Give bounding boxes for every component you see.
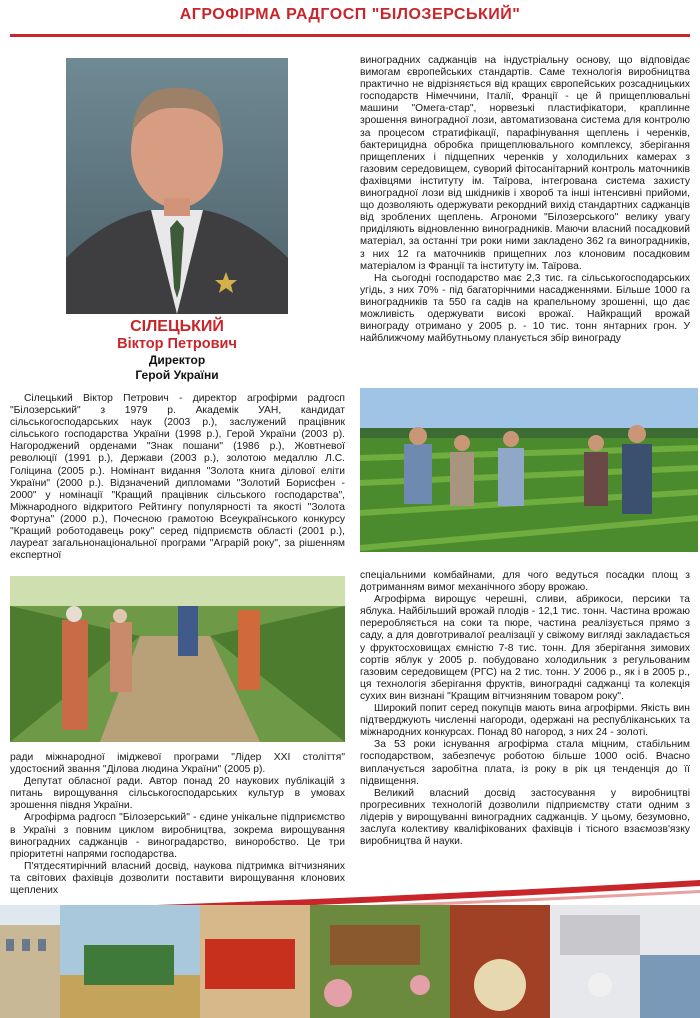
right-column-text-top: [360, 55, 690, 345]
director-portrait: [66, 58, 288, 314]
bottom-collage: [0, 905, 700, 1018]
director-name-block: [64, 318, 290, 383]
left-column-text-bottom: [10, 752, 345, 897]
right-column-text-bottom: [360, 570, 690, 848]
director-title: Герой України: [135, 368, 219, 382]
left-paragraph: П'ятдесятирічний власний досвід, наукова підтримка вітчизняних та світових фахівців дозволити поставити вирощування клонових щеплених: [10, 860, 345, 897]
title-rule: [10, 34, 690, 37]
vineyard-workers-photo: [10, 576, 345, 742]
left-paragraph: Агрофірма радгосп "Білозерський" - єдине унікальне підприємство в Україні з повним циклом виробництва, зокрема вирощування виноградних саджанців - виноградарство, виноробство. Це три пріоритетні напрями господарства.: [10, 812, 345, 860]
right-paragraph: Агрофірма вирощує черешні, сливи, абрикоси, персики та яблука. Найбільший врожай плодів - 12,1 тис. тонн. Частина врожаю переробляється на соки та пюре, частина реалізується прямо з саду, а для довготривалої реалізації у свіжому вигляді закладається у фруктосховищах ємністю 7-8 тис. тонн. Для зберігання зимових сортів яблук у 2005 р. побудовано холодильник з регульованим газовим середовищем (РГС) на 2 тис. тонн. У 2006 р., як і в 2005 р., ця технологія зберігання фруктів, виноградні саджанці та колекція сухих вин визнані "Кращим вітчизняним товаром року".: [360, 594, 690, 702]
right-paragraph: спеціальними комбайнами, для чого ведуться посадки площ з дотриманням вимог механічного збору врожаю.: [360, 570, 690, 594]
right-paragraph: На сьогодні господарство має 2,3 тис. га сільськогосподарських угідь, з них 70% - під багаторічними насадженнями. Більше 1000 га виноградників та 550 га садів на крапельному зрошенні, що дає можливість одержувати високі врожаї. Найкращий врожай винограду отримано у 2005 р. - 10 тис. тонн янтарних грон. У найближчому майбутньому планується збір винограду: [360, 272, 690, 345]
right-paragraph: виноградних саджанців на індустріальну основу, що відповідає вимогам європейських стандартів. Саме технологія виробництва практично не відрізняється від кращих європейських розсадницьких господарств Німеччини, Італії, Франції - це й прищеплювальні машини "Омега-стар", норвезькі пластифікатори, краплинне зрошення виноградної лози, автоматизована система для контролю за процесом стратифікації, парафінування щеплень і черенків, бактерицидна обробка прищеплювального комплексу, зберігання прищеплених і підщепних черенків у холодильних камерах з газовим середовищем, суворий фітосанітарний контроль маточників фахівцями інституту ім. Таїрова, інтегрована система захисту виноградної лози від шкідників і хвороб та інші інтенсивні прийоми, що дозволяють одержувати рекордний вихід стандартних саджанців від зроблених щеплень. Агрономи "Білозерського" велику увагу приділяють відновленню виноградників. Маючи власний посадковий матеріал, за останні три роки ними закладено 362 га виноградників, з них 12 га маточників прищепних лоз клоновим посадковим матеріалом із Франції та інституту ім. Таїрова.: [360, 55, 690, 272]
vineyard-group-photo: [360, 388, 698, 552]
bio-paragraph: Сілецький Віктор Петрович - директор агрофірми радгосп "Білозерський" з 1979 р. Академік УАН, кандидат сільськогосподарських наук (2003 р.), заслужений працівник сільського господарства України (1998 р.), Герой України (2003 р). Нагороджений орденами "Знак пошани" (1986 р.), Жовтневої революції (1991 р.), Держави (2003 р.), золотою медаллю Л.С. Голіцина (2005 р.). Номінант видання "Золота книга ділової еліти України" (2000 р.). Відзначений дипломами "Золотий Борисфен - 2000" у номінації "Кращий працівник сільського господарства", Міжнародного відкритого Рейтингу популярності та якості "Золота Фортуна" (2000 р.), Почесною грамотою Всеукраїнського конкурсу "Кращий роботодавець року" серед підприємств області (2001 р.), лауреат загальнонаціональної програми "Аграрій року", за рішенням експертної: [10, 393, 345, 562]
right-paragraph: Широкий попит серед покупців мають вина агрофірми. Якість вин підтверджують численні нагороди, одержані на республіканських та міжнародних конкурсах. Понад 80 нагород, з них 24 - золоті.: [360, 703, 690, 739]
director-role: Директор: [148, 353, 206, 367]
bio-text: [10, 393, 345, 562]
left-paragraph: Депутат обласної ради. Автор понад 20 наукових публікацій з питань вирощування сільськогосподарських культур в умовах зрошення півдня України.: [10, 776, 345, 812]
page-title: АГРОФІРМА РАДГОСП "БІЛОЗЕРСЬКИЙ": [179, 6, 521, 23]
director-surname: СІЛЕЦЬКИЙ: [130, 318, 224, 335]
right-paragraph: За 53 роки існування агрофірма стала міцним, стабільним господарством, забезпечує роботою більше 1000 осіб. Вчасно виплачується заробітна плата, із року в рік ця тенденція до її підвищення.: [360, 739, 690, 787]
right-paragraph: Великий власний досвід застосування у виробництві прогресивних технологій дозволили підприємству стати одним з лідерів у вирощуванні виноградних саджанців. У цьому, безумовно, заслуга колективу кваліфікованих фахівців і тісного взаємозв'язку виробництва й науки.: [360, 787, 690, 848]
left-paragraph: ради міжнародної іміджевої програми "Лідер XXI століття" удостоєний звання "Ділова людина України" (2005 р).: [10, 752, 345, 776]
director-given-names: Віктор Петрович: [117, 336, 237, 352]
